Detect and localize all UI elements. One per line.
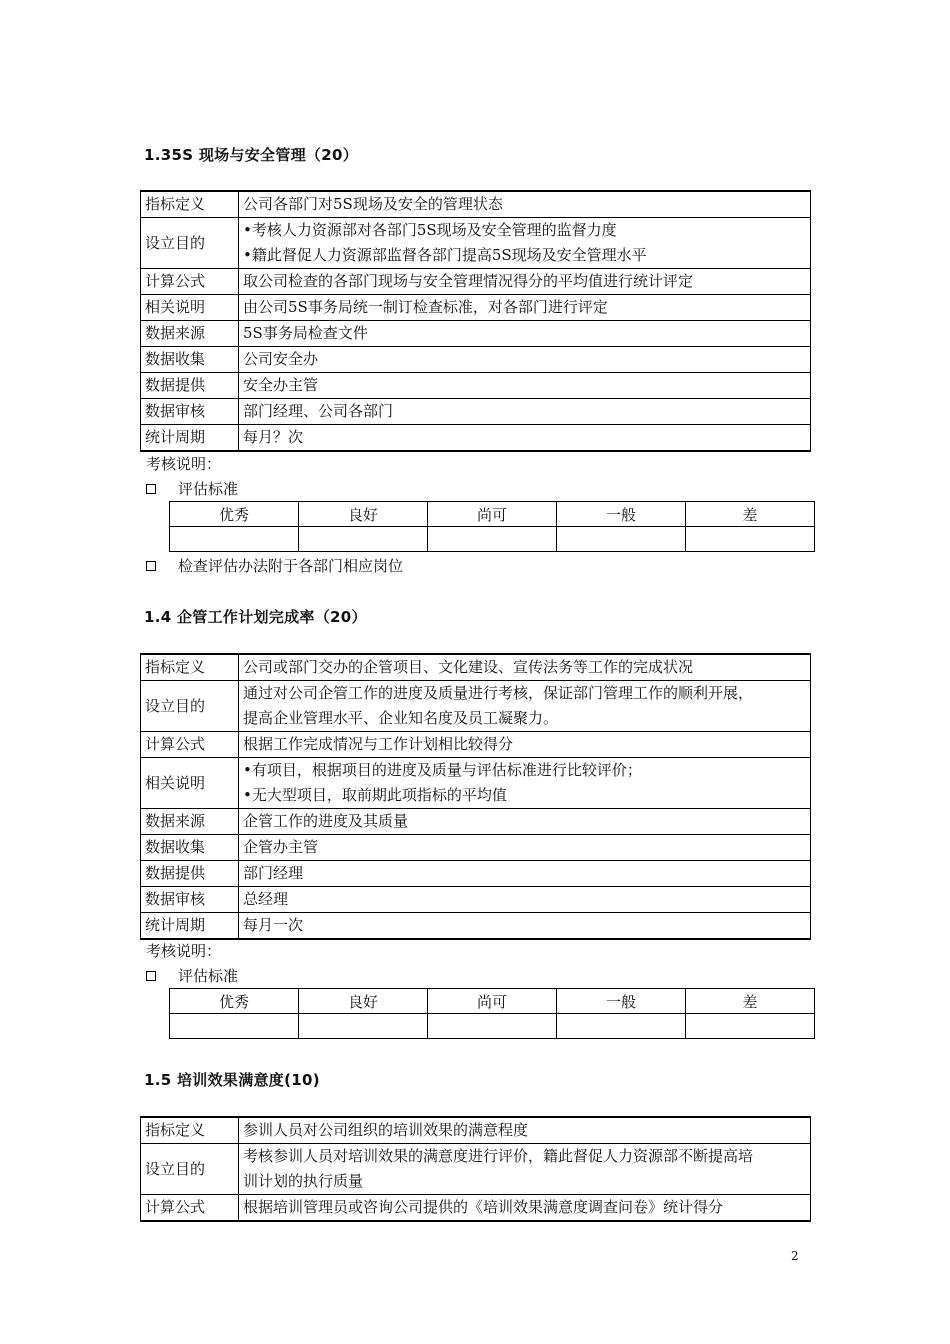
table-row xyxy=(141,861,811,887)
row-label: 数据收集 xyxy=(141,347,239,373)
row-value-line: 通过对公司企管工作的进度及质量进行考核，保证部门管理工作的顺利开展， xyxy=(243,684,754,702)
row-value xyxy=(239,218,811,269)
grade-excellent: 优秀 xyxy=(170,502,299,527)
row-value: 总经理 xyxy=(239,887,811,913)
row-label: 数据提供 xyxy=(141,373,239,399)
row-label: 设立目的 xyxy=(141,218,239,269)
table-row xyxy=(141,681,811,732)
row-value: 公司或部门交办的企管项目、文化建设、宣传法务等工作的完成状况 xyxy=(239,654,811,681)
row-value: 参训人员对公司组织的培训效果的满意程度 xyxy=(239,1117,811,1144)
row-label: 统计周期 xyxy=(141,913,239,940)
row-label: 计算公式 xyxy=(141,732,239,758)
kpi-table-1-4 xyxy=(140,653,811,940)
table-row xyxy=(141,835,811,861)
grade-poor: 差 xyxy=(686,989,815,1014)
grade-average: 一般 xyxy=(557,502,686,527)
table-row xyxy=(141,654,811,681)
table-row xyxy=(141,399,811,425)
grade-cell xyxy=(170,527,299,552)
table-row xyxy=(141,913,811,940)
grade-cell xyxy=(170,1014,299,1039)
grade-excellent: 优秀 xyxy=(170,989,299,1014)
grade-fair: 尚可 xyxy=(428,502,557,527)
row-label: 数据收集 xyxy=(141,835,239,861)
table-row xyxy=(141,373,811,399)
table-row xyxy=(141,809,811,835)
row-value-line: 训计划的执行质量 xyxy=(243,1172,364,1190)
row-label: 统计周期 xyxy=(141,425,239,452)
table-row xyxy=(141,732,811,758)
row-value: 取公司检查的各部门现场与安全管理情况得分的平均值进行统计评定 xyxy=(239,269,811,295)
criteria-label: 评估标准 xyxy=(178,967,239,985)
row-value: 部门经理 xyxy=(239,861,811,887)
grade-value-row xyxy=(170,1014,815,1039)
row-value: 由公司5S事务局统一制订检查标准，对各部门进行评定 xyxy=(239,295,811,321)
grade-value-row xyxy=(170,527,815,552)
grade-average: 一般 xyxy=(557,989,686,1014)
row-value-line: •无大型项目，取前期此项指标的平均值 xyxy=(243,786,507,804)
row-label: 设立目的 xyxy=(141,681,239,732)
row-value: 每月？次 xyxy=(239,425,811,452)
square-bullet-icon xyxy=(146,484,156,494)
row-label: 相关说明 xyxy=(141,295,239,321)
row-label: 计算公式 xyxy=(141,269,239,295)
grade-cell xyxy=(557,527,686,552)
table-row xyxy=(141,295,811,321)
criteria-heading xyxy=(146,965,238,986)
row-label: 指标定义 xyxy=(141,1117,239,1144)
row-value: 企管办主管 xyxy=(239,835,811,861)
kpi-table-1-5 xyxy=(140,1116,811,1222)
page-number: 2 xyxy=(791,1249,799,1263)
row-value xyxy=(239,1144,811,1195)
square-bullet-icon xyxy=(146,561,156,571)
row-value-line: 提高企业管理水平、企业知名度及员工凝聚力。 xyxy=(243,709,559,727)
table-row xyxy=(141,1195,811,1222)
row-label: 相关说明 xyxy=(141,758,239,809)
kpi-table-1-3 xyxy=(140,190,811,452)
row-value: 公司安全办 xyxy=(239,347,811,373)
grade-cell xyxy=(557,1014,686,1039)
grade-poor: 差 xyxy=(686,502,815,527)
criteria-heading xyxy=(146,478,238,499)
row-value: 部门经理、公司各部门 xyxy=(239,399,811,425)
table-row xyxy=(141,1117,811,1144)
grade-good: 良好 xyxy=(299,989,428,1014)
grade-cell xyxy=(686,527,815,552)
table-row xyxy=(141,1144,811,1195)
grade-cell xyxy=(428,527,557,552)
table-row xyxy=(141,425,811,452)
row-label: 数据来源 xyxy=(141,809,239,835)
assessment-note: 考核说明： xyxy=(146,455,222,473)
criteria-label: 评估标准 xyxy=(178,480,239,498)
section-title-1-3: 1.35S 现场与安全管理（20） xyxy=(144,146,359,164)
grade-table-1-3 xyxy=(169,501,815,552)
grade-header-row xyxy=(170,502,815,527)
row-label: 指标定义 xyxy=(141,191,239,218)
table-row xyxy=(141,347,811,373)
row-label: 数据提供 xyxy=(141,861,239,887)
row-value: 公司各部门对5S现场及安全的管理状态 xyxy=(239,191,811,218)
grade-fair: 尚可 xyxy=(428,989,557,1014)
section-title-1-5: 1.5 培训效果满意度(10) xyxy=(144,1071,320,1089)
evaluation-method-text: 检查评估办法附于各部门相应岗位 xyxy=(178,557,404,575)
row-value: 5S事务局检查文件 xyxy=(239,321,811,347)
row-value: 安全办主管 xyxy=(239,373,811,399)
row-value: 每月一次 xyxy=(239,913,811,940)
row-value-line: •籍此督促人力资源部监督各部门提高5S现场及安全管理水平 xyxy=(243,246,647,264)
table-row xyxy=(141,191,811,218)
row-value xyxy=(239,758,811,809)
row-value xyxy=(239,681,811,732)
row-label: 数据审核 xyxy=(141,399,239,425)
row-label: 数据来源 xyxy=(141,321,239,347)
row-value-line: •有项目，根据项目的进度及质量与评估标准进行比较评价； xyxy=(243,761,642,779)
row-label: 设立目的 xyxy=(141,1144,239,1195)
grade-cell xyxy=(428,1014,557,1039)
table-row xyxy=(141,218,811,269)
row-value: 根据培训管理员或咨询公司提供的《培训效果满意度调查问卷》统计得分 xyxy=(239,1195,811,1222)
grade-good: 良好 xyxy=(299,502,428,527)
grade-cell xyxy=(686,1014,815,1039)
grade-cell xyxy=(299,1014,428,1039)
row-label: 数据审核 xyxy=(141,887,239,913)
row-value: 企管工作的进度及其质量 xyxy=(239,809,811,835)
row-value: 根据工作完成情况与工作计划相比较得分 xyxy=(239,732,811,758)
row-label: 计算公式 xyxy=(141,1195,239,1222)
grade-cell xyxy=(299,527,428,552)
row-value-line: •考核人力资源部对各部门5S现场及安全管理的监督力度 xyxy=(243,221,617,239)
row-label: 指标定义 xyxy=(141,654,239,681)
table-row xyxy=(141,887,811,913)
row-value-line: 考核参训人员对培训效果的满意度进行评价，籍此督促人力资源部不断提高培 xyxy=(243,1147,754,1165)
table-row xyxy=(141,758,811,809)
grade-table-1-4 xyxy=(169,988,815,1039)
section-title-1-4: 1.4 企管工作计划完成率（20） xyxy=(144,608,367,626)
grade-header-row xyxy=(170,989,815,1014)
table-row xyxy=(141,269,811,295)
assessment-note: 考核说明： xyxy=(146,942,222,960)
square-bullet-icon xyxy=(146,971,156,981)
evaluation-method xyxy=(146,555,403,576)
table-row xyxy=(141,321,811,347)
